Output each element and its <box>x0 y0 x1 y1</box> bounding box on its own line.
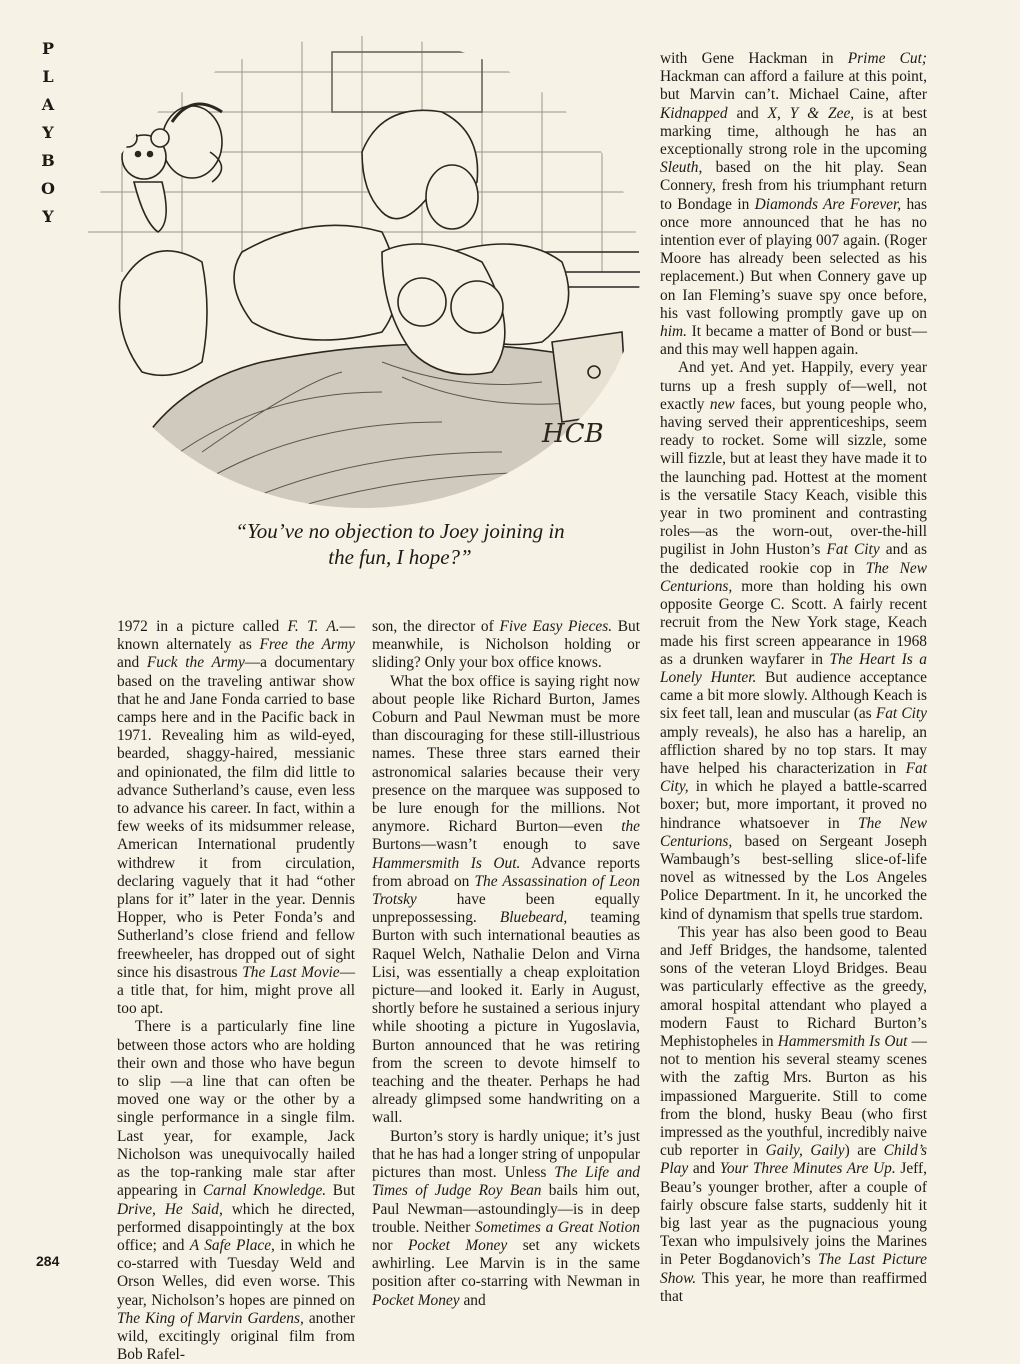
text-run: What the box office is saying right now about people like Richard Burton, James Coburn and Paul Newman must be more than discouraging for these still-illustrious names. These three stars earned their astronomical salaries because their very presence on the marquee was supposed to be lure enough for the millions. Not anymore. Richard Burton—even <box>372 672 640 836</box>
text-run: have been equally unprepossessing. <box>372 891 640 927</box>
italic-title-run: Drive, He Said, <box>117 1200 223 1218</box>
italic-title-run: Fat City <box>826 541 880 559</box>
text-run: It became a matter of Bond or bust—and this may well happen again. <box>660 323 927 359</box>
article-paragraph <box>117 618 355 1018</box>
spine-letter: Y <box>42 207 54 226</box>
spine-letter: L <box>42 67 54 86</box>
italic-title-run: the <box>621 818 640 836</box>
cartoon-drawing <box>82 32 642 512</box>
text-run: 1972 in a picture called <box>117 618 288 635</box>
article-paragraph <box>372 618 640 673</box>
text-run: teaming Burton with such international beauties as Raquel Welch, Nathalie Delon and Virna Lisi, was essentially a cheap exploitation picture—and looked it. Early in August, shortly before he sustained a serious injury while shooting a picture in Yugoslavia, Burton announced that he was retiring from the screen to devote himself to teaching and the theater. Perhaps he had already glimpsed some handwriting on a wall. <box>372 909 640 1127</box>
article-paragraph <box>660 50 927 359</box>
article-paragraph <box>660 359 927 923</box>
italic-title-run: The Heart Is a Lonely Hunter. <box>660 650 927 686</box>
text-run: Jeff, Beau’s younger brother, after a couple of fairly obscure false starts, suddenly hit it big last year as the pugnacious young Texan who impulsively joins the Marines in Peter Bogdanovich’s <box>660 1160 927 1269</box>
italic-title-run: Your Three Minutes Are Up. <box>719 1160 896 1178</box>
page-number: 284 <box>36 1253 60 1269</box>
text-run: set any wickets awhirling. Lee Marvin is in the same position after co-starring with Newman in <box>372 1236 640 1291</box>
text-run: And yet. And yet. Happily, every year turns up a fresh supply of—well, not exactly <box>660 359 927 413</box>
text-run: —a documentary based on the traveling antiwar show that he and Jane Fonda carried to base camps here and in the Pacific back in 1971. Revealing him as wild-eyed, bearded, shaggy-haired, messianic and opinionated, the film did little to advance Sutherland’s cause, even less to advance his career. In fact, within a few weeks of its midsummer release, American International prudently withdrew it from circulation, declaring vaguely that it had “other plans for it” later in the year. Dennis Hopper, who is Peter Fonda’s and Sutherland’s close friend and fellow freewheeler, has dropped out of sight since his disastrous <box>117 654 355 981</box>
text-run: —not to mention his several steamy scenes with the zaftig Mrs. Burton as his impassioned Marguerite. Still to come from the blond, husky Beau (who first impressed as the youthful, incredibly naive cub reporter in <box>660 1032 927 1160</box>
italic-title-run: Child’s Play <box>660 1142 927 1178</box>
italic-title-run: F. T. A. <box>287 618 340 635</box>
italic-title-run: Five Easy Pieces. <box>499 618 613 635</box>
text-run: based on Sergeant Joseph Wambaugh’s best-selling slice-of-life novel as witnessed by the Los Angeles Police Department. In it, he uncorked the kind of dynamism that spells true stardom. <box>660 832 927 923</box>
spine-letter: B <box>41 151 55 170</box>
text-run: bails him out, Paul Newman—astoundingly—is in deep trouble. Neither <box>372 1182 640 1236</box>
italic-title-run: Fat City <box>875 705 928 723</box>
text-run: But audience acceptance came a bit more slowly. Although Keach is six feet tall, lean and muscular (as <box>660 668 927 723</box>
italic-title-run: Sleuth, <box>660 159 703 177</box>
italic-title-run: The New Centurions, <box>660 559 927 595</box>
text-run: This year, he more than reaffirmed that <box>660 1269 927 1305</box>
article-paragraph <box>372 673 640 1128</box>
text-run: Hackman can afford a failure at this point, but Marvin can’t. Michael Caine, after <box>660 68 927 104</box>
spine-letter: Y <box>42 123 54 142</box>
article-column-right <box>660 50 927 1306</box>
cartoon-caption <box>210 518 590 570</box>
text-run: and <box>459 1291 486 1309</box>
italic-title-run: Carnal Knowledge. <box>202 1182 327 1200</box>
text-run: which he directed, performed disappointingly at the box office; and <box>117 1200 355 1254</box>
italic-title-run: Bluebeard, <box>499 909 568 927</box>
text-run: Advance reports from abroad on <box>372 854 640 890</box>
text-run: amply reveals), he also has a harelip, an affliction shared by no top stars. It may have helped his characterization in <box>660 723 927 777</box>
cartoon-illustration <box>82 32 642 512</box>
italic-title-run: Sometimes a Great Notion <box>475 1218 640 1236</box>
italic-title-run: A Safe Place, <box>189 1236 275 1254</box>
text-run: This year has also been good to Beau and Jeff Bridges, the handsome, talented sons of the veteran Lloyd Bridges. Beau was particularly effective as the greedy, amoral hospital attendant who played a modern Faust to Richard Burton’s Mephistopheles in <box>660 923 927 1050</box>
italic-title-run: The Last Picture Show. <box>660 1251 927 1287</box>
text-run: more than holding his own opposite George C. Scott. A fairly recent recruit from the New York stage, Keach made his first screen appearance in 1968 as a drunken wayfarer in <box>660 577 927 668</box>
text-run: another wild, excitingly original film from Bob Rafel- <box>117 1309 355 1364</box>
spine-letter: P <box>41 39 55 58</box>
text-run: —known alternately as <box>117 618 355 654</box>
italic-title-run: Free the Army <box>259 636 355 654</box>
magazine-spine-title <box>36 40 60 226</box>
text-run: in which he played a battle-scarred boxer; but, more important, it proved no hindrance whatsoever in <box>660 778 927 832</box>
article-paragraph <box>117 1018 355 1364</box>
italic-title-run: X, Y & Zee, <box>767 104 855 122</box>
cartoonist-signature: HCB <box>542 419 604 449</box>
italic-title-run: The New Centurions, <box>660 814 927 850</box>
article-column-middle <box>372 618 640 1310</box>
italic-title-run: The Assassination of Leon Trotsky <box>372 872 640 909</box>
text-run: nor <box>372 1236 408 1254</box>
text-run: son, the director of <box>372 618 500 635</box>
text-run: There is a particularly fine line between those actors who are holding their own and those who have begun to slip —a line that can often be moved one way or the other by a single performance in a single film. Last year, for example, Jack Nicholson was unequivocally hailed as the top-ranking male star after appearing in <box>117 1018 355 1200</box>
caption-line: “You’ve no objection to Joey joining in <box>235 519 565 543</box>
article-column-left <box>117 618 355 1364</box>
italic-title-run: Hammersmith Is Out. <box>372 854 521 872</box>
italic-title-run: The Life and Times of Judge Roy Bean <box>372 1164 640 1200</box>
text-run: based on the hit play. Sean Connery, fresh from his triumphant return to Bondage in <box>660 159 927 213</box>
italic-title-run: Pocket Money <box>372 1291 460 1309</box>
text-run: But <box>326 1182 355 1200</box>
text-run: is at best marking time, although he has an exceptionally strong role in the upcoming <box>660 104 927 159</box>
italic-title-run: Fat City, <box>660 759 927 796</box>
text-run: and <box>117 654 147 672</box>
italic-title-run: Gaily, Gaily <box>765 1142 845 1160</box>
text-run: Burton’s story is hardly unique; it’s just that he has had a longer string of unpopular pictures than most. Unless <box>372 1127 640 1182</box>
text-run: and as the dedicated rookie cop in <box>660 541 927 577</box>
text-run: Burtons—wasn’t enough to save <box>372 836 640 854</box>
text-run: with Gene Hackman in <box>660 50 848 67</box>
text-run: —a title that, for him, might prove all too apt. <box>117 963 355 1018</box>
spine-letter: O <box>41 179 55 198</box>
italic-title-run: Fuck the Army <box>146 654 245 672</box>
spine-letter: A <box>41 95 55 114</box>
text-run: faces, but young people who, having served their apprenticeships, seem ready to rocket. Some will sizzle, some will fizzle, but at least they have made it to the launching pad. Hottest at the moment is the versatile Stacy Keach, visible this year in two prominent and contrasting roles—as the worn-out, over-the-hill pugilist in John Huston’s <box>660 395 927 559</box>
text-run: But meanwhile, is Nicholson holding or sliding? Only your box office knows. <box>372 618 640 672</box>
text-run: ) are <box>844 1142 884 1160</box>
italic-title-run: Pocket Money <box>408 1236 508 1254</box>
text-run: has once more announced that he has no intention ever of playing 007 again. (Roger Moore has already been selected as his replacement.) But when Connery gave up on Ian Fleming’s suave spy once before, his vast following promptly gave up on <box>660 195 927 322</box>
text-run: and <box>727 104 768 122</box>
article-paragraph <box>660 924 927 1306</box>
caption-line: the fun, I hope?” <box>328 545 472 569</box>
italic-title-run: Prime Cut; <box>847 50 928 67</box>
text-run: in which he co-starred with Tuesday Weld and Orson Welles, did even worse. This year, Nicholson’s hopes are pinned on <box>117 1236 355 1309</box>
italic-title-run: The King of Marvin Gardens, <box>117 1309 304 1327</box>
italic-title-run: Hammersmith Is Out <box>777 1032 908 1050</box>
article-paragraph <box>372 1128 640 1310</box>
italic-title-run: The Last Movie <box>242 963 340 981</box>
italic-title-run: Kidnapped <box>660 104 728 122</box>
italic-title-run: Diamonds Are Forever, <box>754 195 902 213</box>
italic-title-run: new <box>709 395 735 413</box>
italic-title-run: him. <box>660 323 687 341</box>
text-run: and <box>688 1160 720 1178</box>
